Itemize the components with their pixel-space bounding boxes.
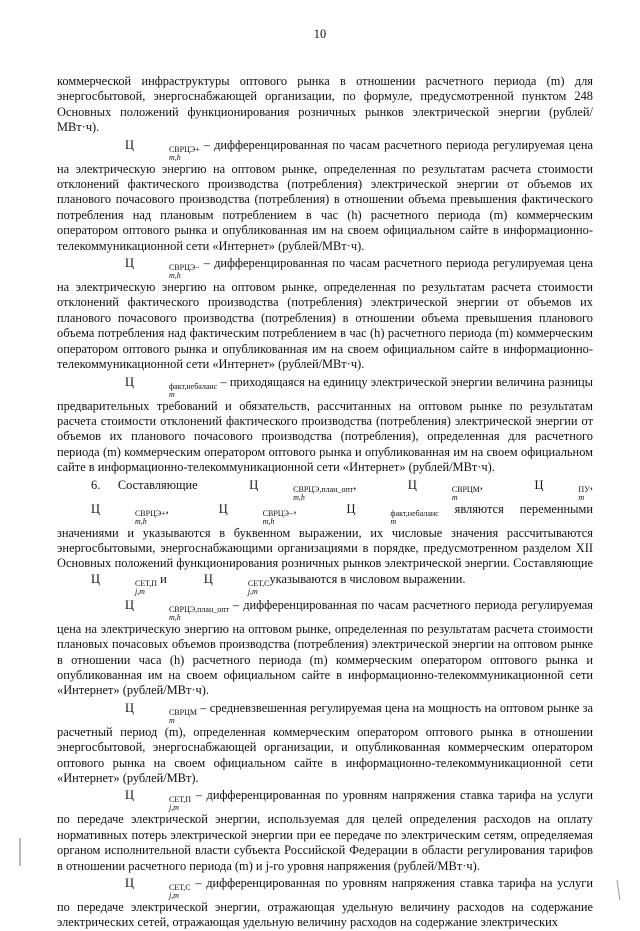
symbol-fakt-nebalans-2: Ц факт,небаланс m xyxy=(346,501,439,526)
document-body xyxy=(57,74,593,931)
symbol-svrce-minus: Ц СВРЦЭ− m,h xyxy=(125,256,200,281)
scan-mark-right xyxy=(617,880,620,900)
definition-svrce-plan-opt: Ц СВРЦЭ,план_опт m,h – дифференцированная по часам расчетного периода регулируемая цена на электрическую энергию на оптовом рынке, определенная по результатам расчета стоимости плановых почасовых объемов производства (потребления) электрической энергии на оптовом рынке в отношении часа (h) расчетного периода (m) коммерческим оператором оптового рынка и опубликованная им на своем официальном сайте в информационно-телекоммуникационной сети «Интернет» (рублей/МВт·ч). xyxy=(57,597,593,698)
symbol-set-p: Ц СЕТ,П j,m xyxy=(91,571,158,596)
symbol-pu: Ц ПУ m xyxy=(534,477,590,502)
symbol-set-s: Ц СЕТ,С j,m xyxy=(203,571,270,596)
symbol-set-s-def: Ц СЕТ,С j,m xyxy=(125,876,191,901)
symbol-svrce-plus: Ц СВРЦЭ+ m,h xyxy=(125,137,200,162)
symbol-fakt-nebalans: Ц факт,небаланс m xyxy=(125,374,218,399)
symbol-set-p-def: Ц СЕТ,П j,m xyxy=(125,788,192,813)
symbol-svrcm: Ц СВРЦМ m xyxy=(407,477,480,502)
clause-6: 6. Составляющие Ц СВРЦЭ,план_опт m,h , Ц СВРЦМ m , Ц ПУ m , Ц СВРЦЭ+ m,h , Ц СВРЦЭ− m,h , Ц факт,небаланс m являются переменными значениями и указываются в буквенном выражении, их числовые значения рассчитываются энергосбытовыми, энергоснабжающими организациями в порядке, предусмотренном разделом XII Основных положений функционирования розничных рынков электрической энергии. Составляющие Ц СЕТ,П j,m и Ц СЕТ,С j,m указываются в числовом выражении. xyxy=(57,477,593,596)
definition-svrce-plus: Ц СВРЦЭ+ m,h – дифференцированная по часам расчетного периода регулируемая цена на электрическую энергию на оптовом рынке, определенная по результатам расчета стоимости отклонений фактического производства (потребления) электрической энергии от объемов их планового почасового производства (потребления) в отношении объема превышения фактического потребления над плановым потреблением в час (h) расчетного периода (m) коммерческим оператором оптового рынка и опубликованная им на своем официальном сайте в информационно-телекоммуникационной сети «Интернет» (рублей/МВт·ч). xyxy=(57,137,593,253)
symbol-svrce-minus-2: Ц СВРЦЭ− m,h xyxy=(218,501,294,526)
definition-set-p: Ц СЕТ,П j,m – дифференцированная по уровням напряжения ставка тарифа на услуги по передаче электрической энергии, используемая для целей определения расходов на оплату нормативных потерь электрической энергии при ее передаче по электрическим сетям, определяемая органом исполнительной власти субъекта Российской Федерации в области регулирования тарифов в отношении расчетного периода (m) и j-го уровня напряжения (рублей/МВт·ч). xyxy=(57,788,593,873)
page-number: 10 xyxy=(313,27,327,41)
symbol-svrce-plan-opt-def: Ц СВРЦЭ,план_опт m,h xyxy=(125,597,230,622)
symbol-svrcm-def: Ц СВРЦМ m xyxy=(125,700,197,725)
definition-svrcm: Ц СВРЦМ m – средневзвешенная регулируемая цена на мощность на оптовом рынке за расчетный период (m), определенная коммерческим оператором оптового рынка в отношении энергосбытовой, энергоснабжающей организации, и опубликованная коммерческим оператором оптового рынка на своем официальном сайте в информационно-телекоммуникационной сети «Интернет» (рублей/МВт). xyxy=(57,700,593,785)
definition-svrce-minus: Ц СВРЦЭ− m,h – дифференцированная по часам расчетного периода регулируемая цена на электрическую энергию на оптовом рынке, определенная по результатам расчета стоимости отклонений фактического производства (потребления) электрической энергии от объемов их планового почасового производства (потребления) в отношении объема превышения планового объема потребления над фактическим потреблением в час (h) расчетного периода (m) коммерческим оператором оптового рынка и опубликованная им на своем официальном сайте в информационно-телекоммуникационной сети «Интернет» (рублей/МВт·ч). xyxy=(57,256,593,372)
symbol-svrce-plan-opt: Ц СВРЦЭ,план_опт m,h xyxy=(249,477,354,502)
definition-fakt-nebalans: Ц факт,небаланс m – приходящаяся на единицу электрической энергии величина разницы предварительных требований и обязательств, рассчитанных на оптовом рынке по результатам расчета стоимости отклонений фактического производства (потребления) электрической энергии от объемов их планового почасового производства (потребления), определенная для расчетного периода (m) коммерческим оператором оптового рынка и опубликованная им на своем официальном сайте в информационно-телекоммуникационной сети «Интернет» (рублей/МВт·ч). xyxy=(57,374,593,475)
symbol-svrce-plus-2: Ц СВРЦЭ+ m,h xyxy=(91,501,166,526)
definition-set-s: Ц СЕТ,С j,m – дифференцированная по уровням напряжения ставка тарифа на услуги по передаче электрической энергии, отражающая удельную величину расходов на содержание электрических сетей, отражающая удельную величину расходов на содержание электрических xyxy=(57,876,593,930)
paragraph-continuation: коммерческой инфраструктуры оптового рынка в отношении расчетного периода (m) для энергосбытовой, энергоснабжающей организации, по формуле, предусмотренной пунктом 248 Основных положений функционирования розничных рынков электрической энергии (рублей/МВт·ч). xyxy=(57,74,593,135)
